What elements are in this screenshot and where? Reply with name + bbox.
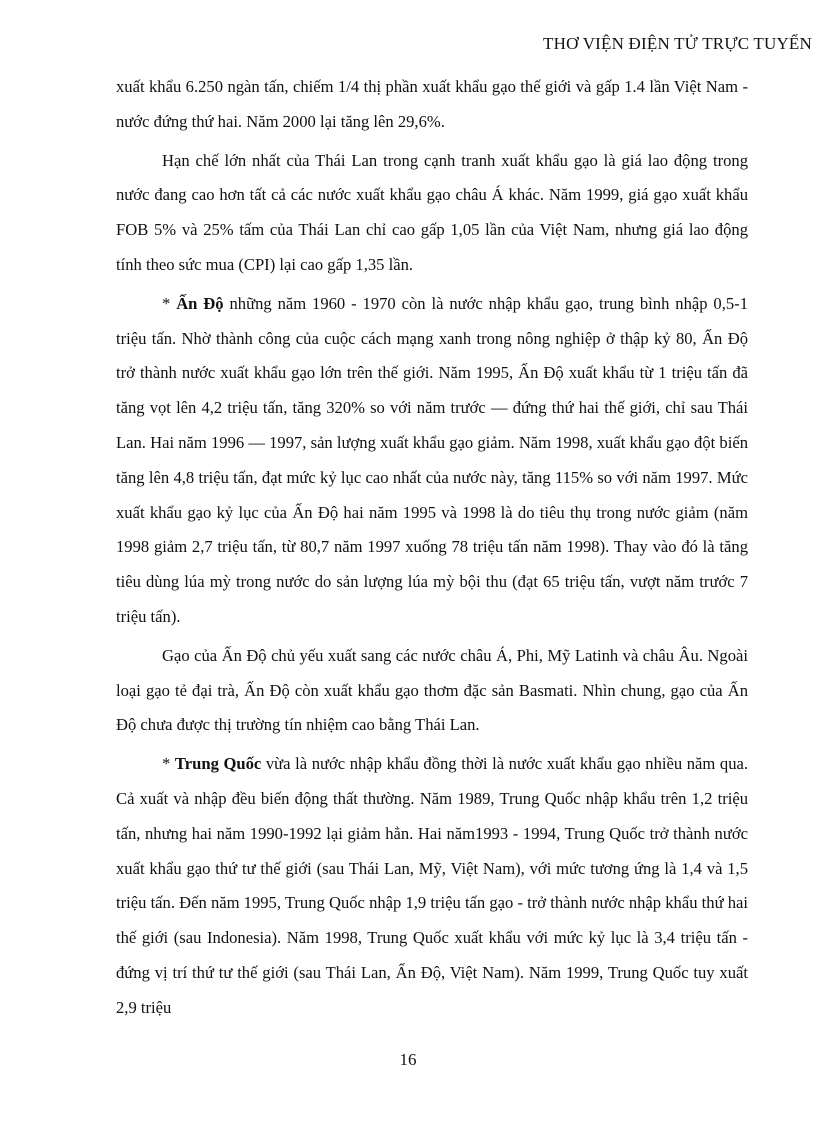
paragraph-text: Hạn chế lớn nhất của Thái Lan trong cạnh tranh xuất khẩu gạo là giá lao động trong nước đang cao hơn tất cả các nước xuất khẩu gạo châu Á khác. Năm 1999, giá gạo xuất khẩu FOB 5% và 25% tấm của Thái Lan chỉ cao gấp 1,05 lần của Việt Nam, nhưng giá lao động tính theo sức mua (CPI) lại cao gấp 1,35 lần. xyxy=(116,150,748,274)
paragraph-text: những năm 1960 - 1970 còn là nước nhập khẩu gạo, trung bình nhập 0,5-1 triệu tấn. Nhờ thành công của cuộc cách mạng xanh trong nông nghiệp ở thập kỷ 80, Ấn Độ trở thành nước xuất khẩu gạo lớn trên thế giới. Năm 1995, Ấn Độ xuất khẩu từ 1 triệu tấn đã tăng vọt lên 4,2 triệu tấn, tăng 320% so với năm trước — đứng thứ hai thế giới, chỉ sau Thái Lan. Hai năm 1996 — 1997, sản lượng xuất khẩu gạo giảm. Năm 1998, xuất khẩu gạo đột biến tăng lên 4,8 triệu tấn, đạt mức kỷ lục cao nhất của nước này, tăng 115% so với năm 1997. Mức xuất khẩu gạo kỷ lục của Ấn Độ hai năm 1995 và 1998 là do tiêu thụ trong nước giảm (năm 1998 giảm 2,7 triệu tấn, từ 80,7 năm 1997 xuống 78 triệu tấn năm 1998). Thay vào đó là tăng tiêu dùng lúa mỳ trong nước do sản lượng lúa mỳ bội thu (đạt 65 triệu tấn, vượt năm trước 7 triệu tấn). xyxy=(116,293,748,626)
heading-china: Trung Quốc xyxy=(174,754,262,774)
paragraph-china xyxy=(116,747,748,1025)
page-number: 16 xyxy=(399,1050,417,1069)
paragraph-text: vừa là nước nhập khẩu đồng thời là nước xuất khẩu gạo nhiều năm qua. Cả xuất và nhập đều biến động thất thường. Năm 1989, Trung Quốc nhập khẩu trên 1,2 triệu tấn, nhưng hai năm 1990-1992 lại giảm hẳn. Hai năm1993 - 1994, Trung Quốc trở thành nước xuất khẩu gạo thứ tư thế giới (sau Thái Lan, Mỹ, Việt Nam), với mức tương ứng là 1,4 và 1,5 triệu tấn. Đến năm 1995, Trung Quốc nhập 1,9 triệu tấn gạo - trở thành nước nhập khẩu thứ hai thế giới (sau Indonesia). Năm 1998, Trung Quốc xuất khẩu với mức kỷ lục là 3,4 triệu tấn - đứng vị trí thứ tư thế giới (sau Thái Lan, Ấn Độ, Việt Nam). Năm 1999, Trung Quốc tuy xuất 2,9 triệu xyxy=(116,754,749,1017)
paragraph-india xyxy=(116,287,748,635)
body-text xyxy=(116,70,748,1026)
paragraph-thailand-labor-cost xyxy=(116,144,748,283)
heading-india: Ấn Độ xyxy=(176,293,224,313)
paragraph-thailand-export-share xyxy=(116,70,748,140)
paragraph-text: Gạo của Ấn Độ chủ yếu xuất sang các nước châu Á, Phi, Mỹ Latinh và châu Âu. Ngoài loại gạo tẻ đại trà, Ấn Độ còn xuất khẩu gạo thơm đặc sản Basmati. Nhìn chung, gạo của Ấn Độ chưa được thị trường tín nhiệm cao bằng Thái Lan. xyxy=(116,645,748,735)
paragraph-india-markets xyxy=(116,639,748,743)
bullet-marker: * xyxy=(162,293,177,313)
running-header: THƠ VIỆN ĐIỆN TỬ TRỰC TUYẾN xyxy=(543,34,812,53)
bullet-marker: * xyxy=(162,754,175,774)
paragraph-text: xuất khẩu 6.250 ngàn tấn, chiếm 1/4 thị phần xuất khẩu gạo thế giới và gấp 1.4 lần Việt Nam - nước đứng thứ hai. Năm 2000 lại tăng lên 29,6%. xyxy=(116,77,748,131)
